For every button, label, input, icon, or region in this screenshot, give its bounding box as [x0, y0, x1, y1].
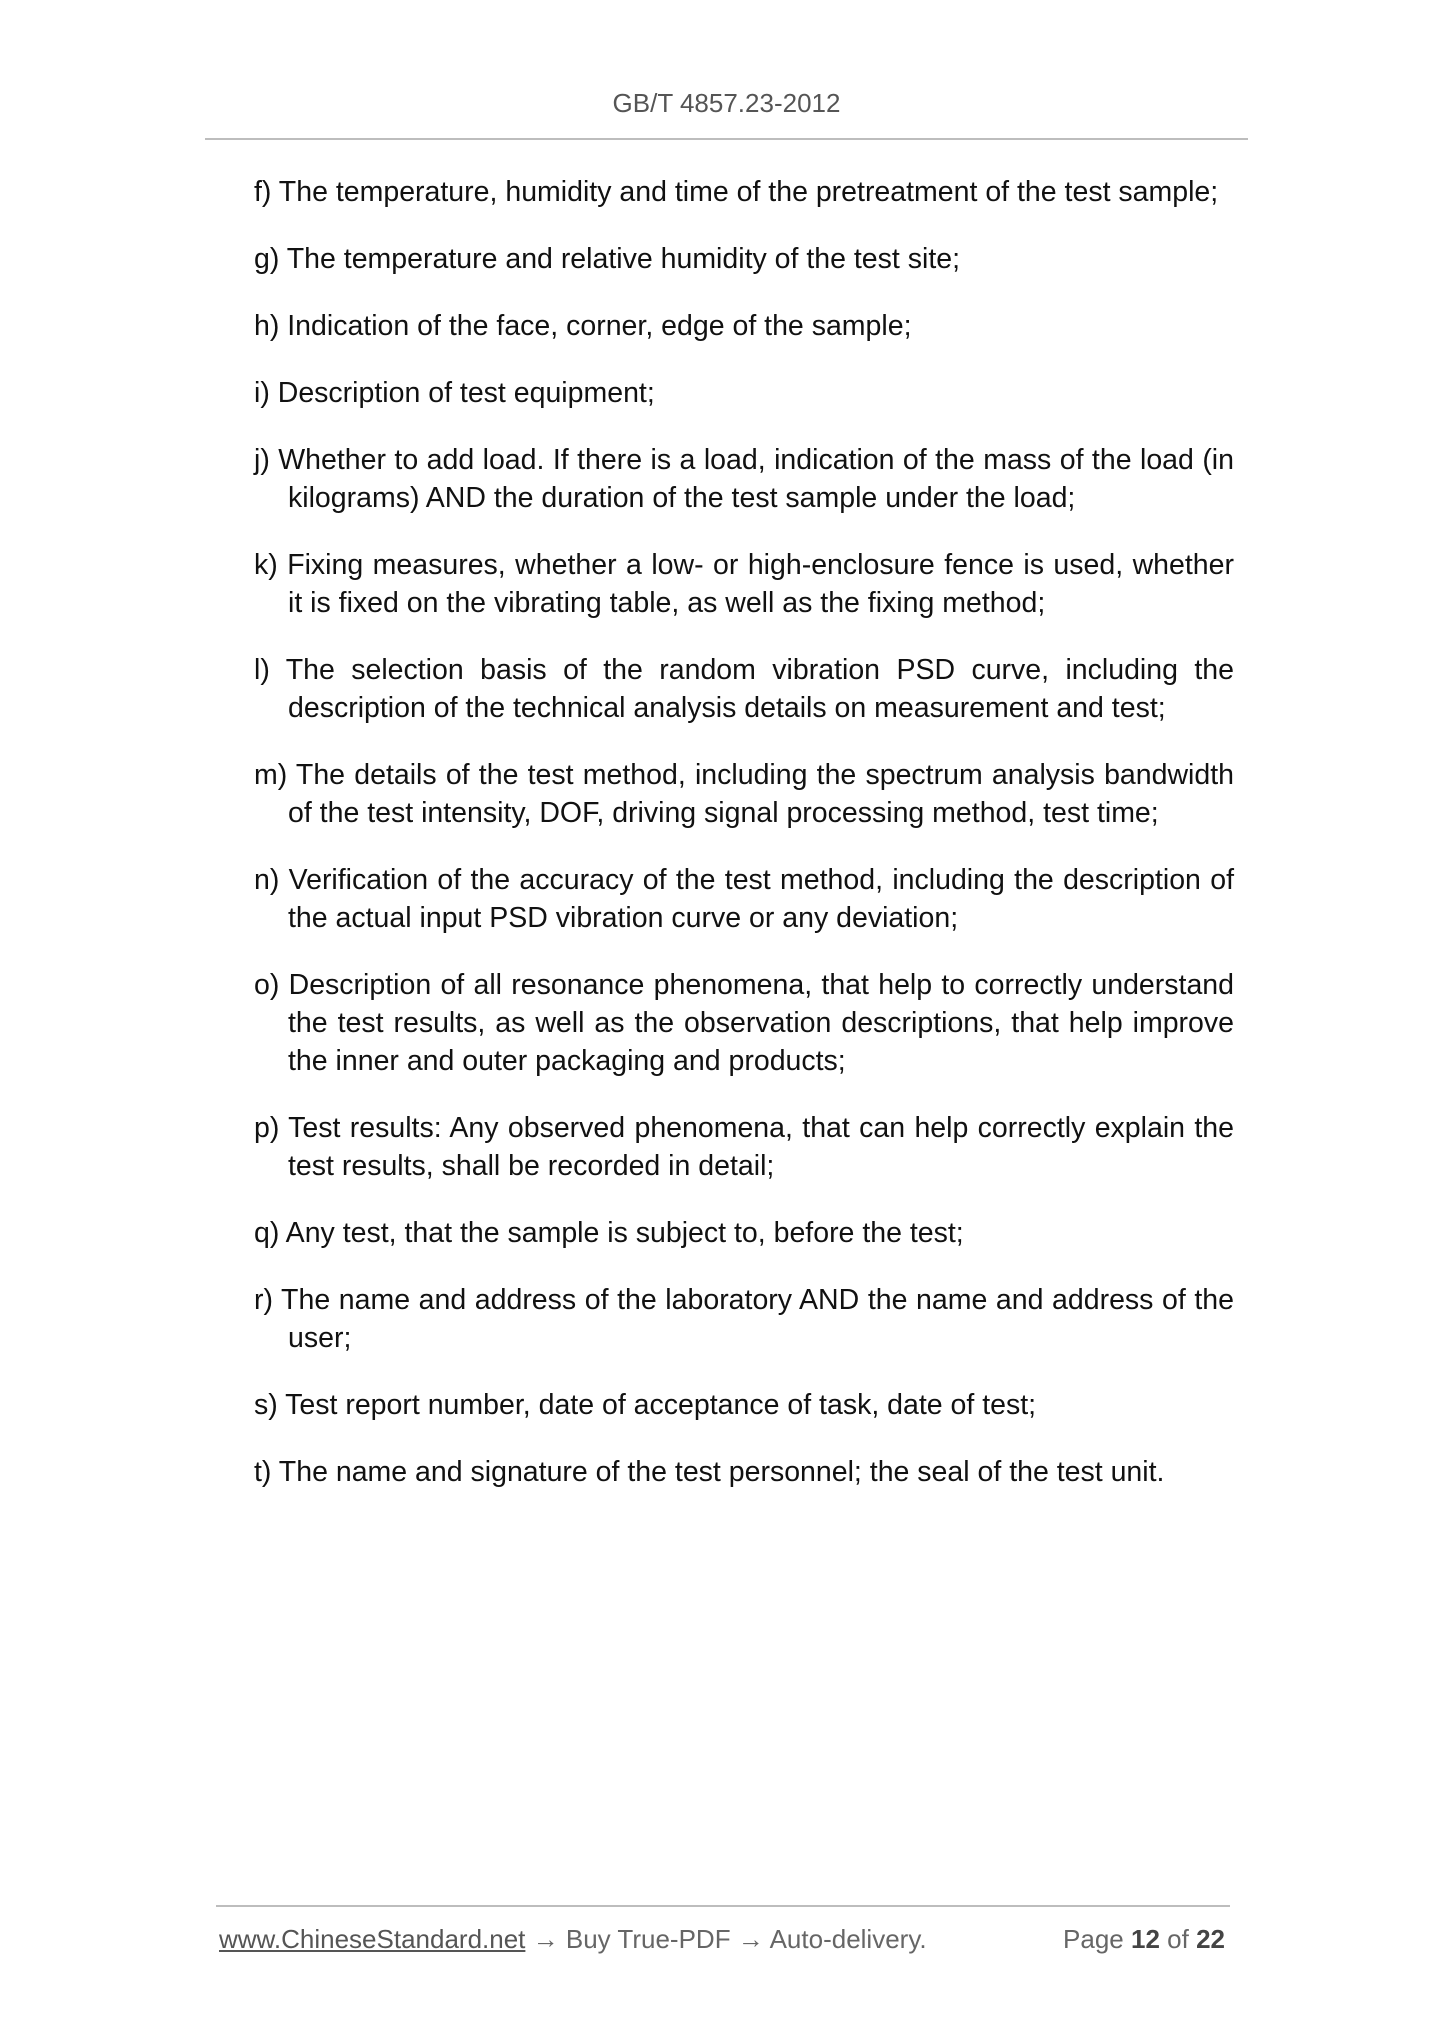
list-item: m) The details of the test method, including the spectrum analysis bandwidth of the test intensity, DOF, driving signal processing method, test time; [254, 759, 1234, 829]
page-header-title: GB/T 4857.23-2012 [612, 88, 841, 118]
list-item: s) Test report number, date of acceptance of task, date of test; [254, 1389, 1037, 1421]
footer-promo [219, 1924, 927, 1955]
list-item: g) The temperature and relative humidity of the test site; [254, 243, 961, 275]
list-item: o) Description of all resonance phenomena, that help to correctly understand the test results, as well as the observation descriptions, that help improve the inner and outer packaging and products; [254, 969, 1234, 1077]
page-indicator [1063, 1924, 1225, 1955]
page-number: 12 [1131, 1924, 1160, 1954]
of-label: of [1167, 1924, 1189, 1954]
list-item: l) The selection basis of the random vibration PSD curve, including the description of the technical analysis details on measurement and test; [254, 654, 1234, 724]
list-item: f) The temperature, humidity and time of the pretreatment of the test sample; [254, 176, 1219, 208]
report-items-list [254, 173, 1234, 1520]
header-divider [205, 138, 1248, 140]
list-item: p) Test results: Any observed phenomena, that can help correctly explain the test results, shall be recorded in detail; [254, 1112, 1234, 1182]
website-link[interactable]: www.ChineseStandard.net [219, 1924, 526, 1954]
list-item: t) The name and signature of the test personnel; the seal of the test unit. [254, 1456, 1165, 1488]
list-item: n) Verification of the accuracy of the test method, including the description of the actual input PSD vibration curve or any deviation; [254, 864, 1234, 934]
list-item: r) The name and address of the laboratory AND the name and address of the user; [254, 1284, 1234, 1354]
list-item: k) Fixing measures, whether a low- or high-enclosure fence is used, whether it is fixed on the vibrating table, as well as the fixing method; [254, 549, 1234, 619]
footer-divider [216, 1905, 1230, 1907]
list-item: j) Whether to add load. If there is a load, indication of the mass of the load (in kilograms) AND the duration of the test sample under the load; [254, 444, 1234, 514]
footer-tagline: → Buy True-PDF → Auto-delivery. [532, 1924, 927, 1954]
list-item: q) Any test, that the sample is subject to, before the test; [254, 1217, 964, 1249]
list-item: h) Indication of the face, corner, edge of the sample; [254, 310, 912, 342]
total-pages: 22 [1196, 1924, 1225, 1954]
list-item: i) Description of test equipment; [254, 377, 655, 409]
page-label: Page [1063, 1924, 1124, 1954]
